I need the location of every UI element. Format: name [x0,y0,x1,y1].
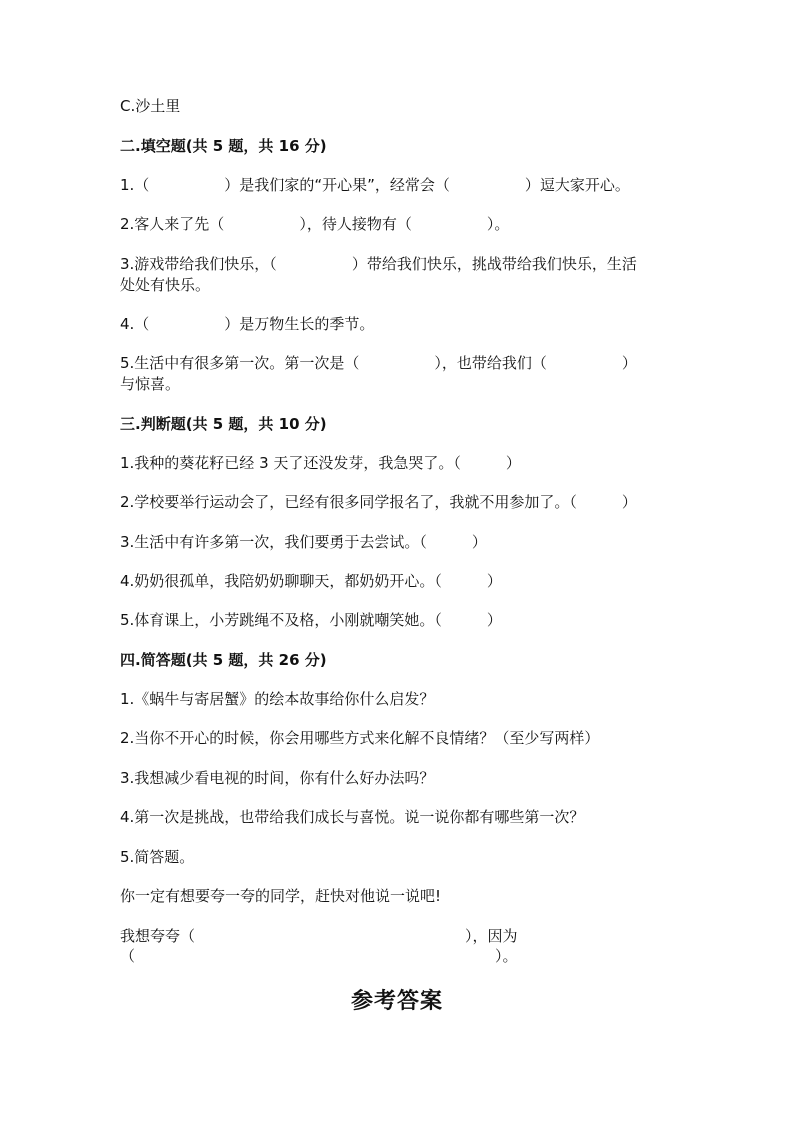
question-2-4: 4.（ ）是万物生长的季节。 [120,315,375,333]
question-4-1: 1.《蜗牛与寄居蟹》的绘本故事给你什么启发？ [120,690,435,708]
question-2-3-line1: 3.游戏带给我们快乐，（ ）带给我们快乐，挑战带给我们快乐，生活 [120,255,637,273]
section-heading-true-false: 三.判断题(共 5 题，共 10 分) [120,415,327,433]
section-heading-fill-blank: 二.填空题(共 5 题，共 16 分) [120,137,327,155]
answer-key-title: 参考答案 [350,988,443,1014]
option-c: C.沙土里 [120,97,181,115]
question-4-5: 5.简答题。 [120,848,195,866]
question-3-1: 1.我种的葵花籽已经 3 天了还没发芽，我急哭了。（ ） [120,454,521,472]
question-4-3: 3.我想减少看电视的时间，你有什么好办法吗？ [120,769,435,787]
question-2-1: 1.（ ）是我们家的“开心果”，经常会（ ）逗大家开心。 [120,176,630,194]
question-3-5: 5.体育课上，小芳跳绳不及格，小刚就嘲笑她。（ ） [120,611,502,629]
question-4-4: 4.第一次是挑战，也带给我们成长与喜悦。说一说你都有哪些第一次？ [120,808,585,826]
question-2-2: 2.客人来了先（ ），待人接物有（ ）。 [120,215,510,233]
question-2-5-line2: 与惊喜。 [120,375,181,393]
question-3-2: 2.学校要举行运动会了，已经有很多同学报名了，我就不用参加了。（ ） [120,493,637,511]
question-3-3: 3.生活中有许多第一次，我们要勇于去尝试。（ ） [120,533,487,551]
question-3-4: 4.奶奶很孤单，我陪奶奶聊聊天，都奶奶开心。（ ） [120,572,502,590]
question-2-3-line2: 处处有快乐。 [120,276,211,294]
question-4-2: 2.当你不开心的时候，你会用哪些方式来化解不良情绪？（至少写两样） [120,729,600,747]
section-heading-short-answer: 四.简答题(共 5 题，共 26 分) [120,651,327,669]
question-2-5-line1: 5.生活中有很多第一次。第一次是（ ），也带给我们（ ） [120,354,637,372]
question-4-5-prompt: 你一定有想要夸一夸的同学，赶快对他说一说吧! [120,887,442,905]
question-4-5-fill-line1: 我想夸夸（ ），因为 [120,927,518,945]
question-4-5-fill-line2: （ ）。 [120,947,518,965]
